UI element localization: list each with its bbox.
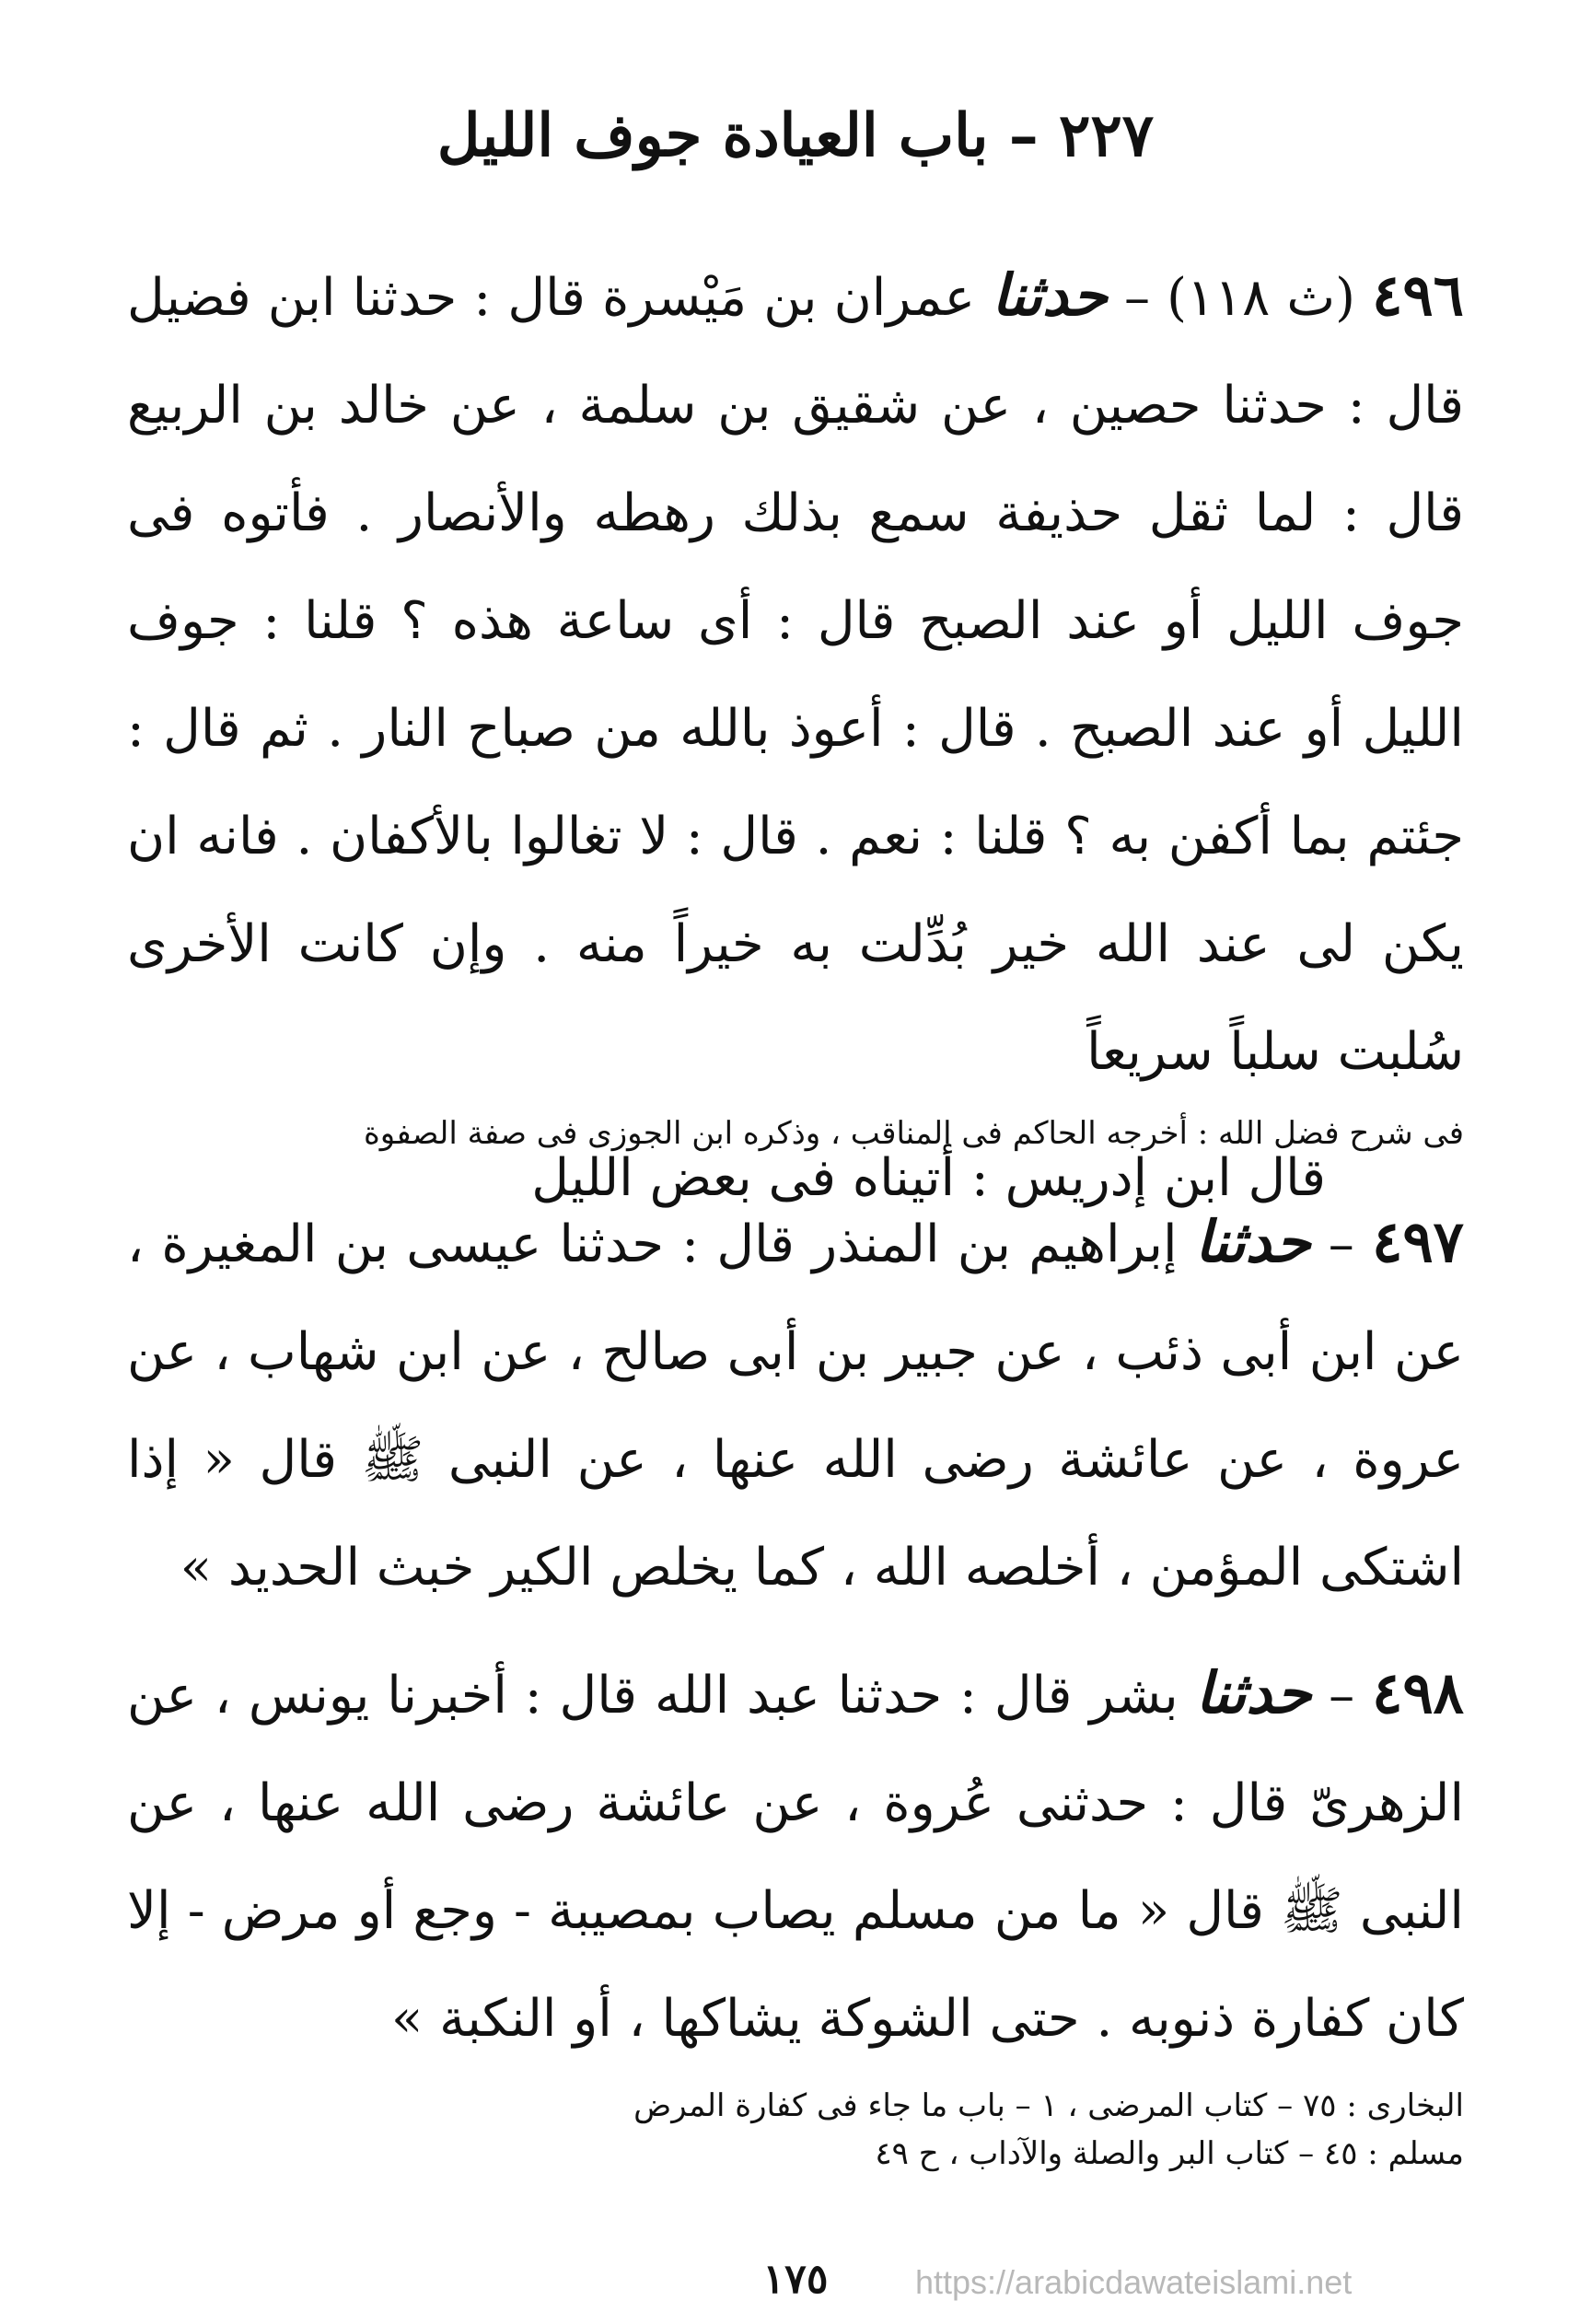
- hadith-text: عمران بن مَيْسرة قال : حدثنا ابن فضيل قال : حدثنا حصين ، عن شقيق بن سلمة ، عن خالد بن الربيع قال : لما ثقل حذيفة سمع بذلك رهطه والأنصار . فأتوه فى جوف الليل أو عند الصبح قال : أى ساعة هذه ؟ قلنا : جوف الليل أو عند الصبح . قال : أعوذ بالله من صباح النار . ثم قال : جئتم بما أكفن به ؟ قلنا : نعم . قال : لا تغالوا بالأكفان . فانه ان يكن لى عند الله خير بُدِّلت به خيراً منه . وإن كانت الأخرى سُلبت سلباً سريعاً: [127, 268, 1464, 1082]
- hadith-496: ٤٩٦ (ث ١١٨) – حدثنا عمران بن مَيْسرة قال : حدثنا ابن فضيل قال : حدثنا حصين ، عن شقيق بن سلمة ، عن خالد بن الربيع قال : لما ثقل حذيفة سمع بذلك رهطه والأنصار . فأتوه فى جوف الليل أو عند الصبح قال : أى ساعة هذه ؟ قلنا : جوف الليل أو عند الصبح . قال : أعوذ بالله من صباح النار . ثم قال : جئتم بما أكفن به ؟ قلنا : نعم . قال : لا تغالوا بالأكفان . فانه ان يكن لى عند الله خير بُدِّلت به خيراً منه . وإن كانت الأخرى سُلبت سلباً سريعاً قال ابن إدريس : أتيناه فى بعض الليل: [127, 241, 1464, 1232]
- hadith-497: ٤٩٧ – حدثنا إبراهيم بن المنذر قال : حدثنا عيسى بن المغيرة ، عن ابن أبى ذئب ، عن جبير بن أبى صالح ، عن ابن شهاب ، عن عروة ، عن عائشة رضى الله عنها ، عن النبى ﷺ قال « إذا اشتكى المؤمن ، أخلصه الله ، كما يخلص الكير خبث الحديد »: [127, 1208, 1464, 1598]
- hadith-496-footnote: فى شرح فضل الله : أخرجه الحاكم فى المناقب ، وذكره ابن الجوزى فى صفة الصفوة: [363, 1115, 1464, 1152]
- hadith-number: ٤٩٨: [1372, 1659, 1464, 1726]
- watermark-url: https://arabicdawateislami.net: [915, 2263, 1353, 2301]
- hadith-text: بشر قال : حدثنا عبد الله قال : أخبرنا يونس ، عن الزهرىّ قال : حدثنى عُروة ، عن عائشة رضى الله عنها ، عن النبى ﷺ قال « ما من مسلم يصاب بمصيبة - وجع أو مرض - إلا كان كفارة ذنوبه . حتى الشوكة يشاكها ، أو النكبة »: [127, 1666, 1464, 2049]
- hadith-text: إبراهيم بن المنذر قال : حدثنا عيسى بن المغيرة ، عن ابن أبى ذئب ، عن جبير بن أبى صالح ، عن ابن شهاب ، عن عروة ، عن عائشة رضى الله عنها ، عن النبى ﷺ قال « إذا اشتكى المؤمن ، أخلصه الله ، كما يخلص الكير خبث الحديد »: [127, 1214, 1464, 1598]
- hadith-number: ٤٩٧: [1372, 1208, 1464, 1275]
- hadith-keyword: حدثنا: [1194, 1208, 1311, 1275]
- hadith-keyword: حدثنا: [992, 261, 1108, 329]
- hadith-keyword: حدثنا: [1195, 1659, 1312, 1726]
- hadith-reference: (ث ١١٨): [1167, 268, 1355, 328]
- hadith-498: ٤٩٨ – حدثنا بشر قال : حدثنا عبد الله قال : أخبرنا يونس ، عن الزهرىّ قال : حدثنى عُروة ، عن عائشة رضى الله عنها ، عن النبى ﷺ قال « ما من مسلم يصاب بمصيبة - وجع أو مرض - إلا كان كفارة ذنوبه . حتى الشوكة يشاكها ، أو النكبة »: [127, 1659, 1464, 2049]
- page-number: ١٧٥: [762, 2256, 829, 2303]
- hadith-trailer: قال ابن إدريس : أتيناه فى بعض الليل: [531, 1148, 1326, 1208]
- hadith-498-footnote-bukhari: البخارى : ٧٥ – كتاب المرضى ، ١ – باب ما جاء فى كفارة المرض: [633, 2087, 1464, 2124]
- hadith-498-footnote-muslim: مسلم : ٤٥ – كتاب البر والصلة والآداب ، ح ٤٩: [875, 2135, 1464, 2172]
- hadith-number: ٤٩٦: [1372, 261, 1464, 329]
- chapter-title: ٢٢٧ – باب العيادة جوف الليل: [436, 101, 1155, 170]
